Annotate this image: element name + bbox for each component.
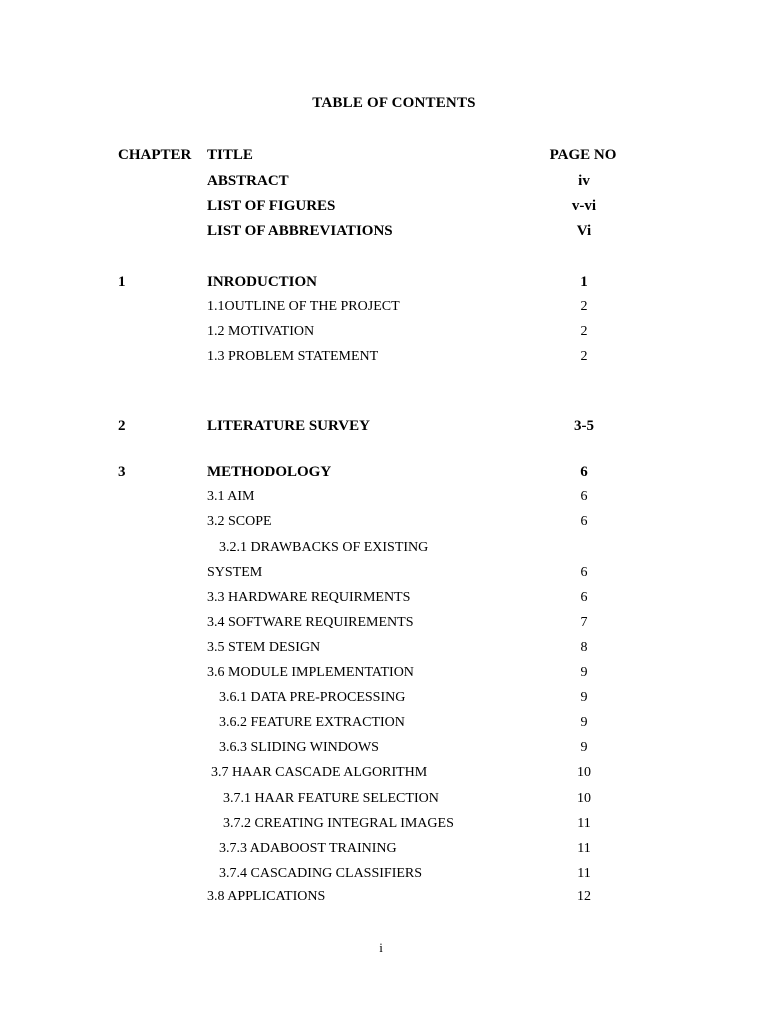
- page-no-header: PAGE NO: [549, 147, 617, 163]
- toc-entry-page: 11: [577, 866, 591, 881]
- toc-entry-page: 2: [580, 299, 588, 314]
- toc-entry: [0, 563, 768, 583]
- toc-entry: [0, 613, 768, 633]
- chapter-page: 6: [580, 464, 588, 480]
- chapter-header: CHAPTER: [118, 147, 192, 163]
- title-header: TITLE: [207, 147, 253, 163]
- toc-entry-title: LIST OF ABBREVIATIONS: [207, 223, 393, 239]
- toc-entry-title: 3.3 HARDWARE REQUIRMENTS: [207, 590, 411, 605]
- toc-entry: [0, 297, 768, 317]
- toc-entry-page: 10: [577, 791, 591, 806]
- toc-entry-page: 6: [580, 489, 588, 504]
- toc-entry: [0, 171, 768, 191]
- toc-entry: [0, 588, 768, 608]
- toc-entry-page: 9: [580, 715, 588, 730]
- toc-entry: [0, 322, 768, 342]
- toc-entry-page: 11: [577, 816, 591, 831]
- toc-entry-title: 3.7.1 HAAR FEATURE SELECTION: [223, 791, 439, 806]
- toc-entry-page: iv: [578, 173, 590, 189]
- toc-entry-title: ABSTRACT: [207, 173, 289, 189]
- toc-entry-title: 3.7 HAAR CASCADE ALGORITHM: [211, 765, 428, 780]
- toc-entry-page: 9: [580, 665, 588, 680]
- toc-entry-page: 8: [580, 640, 588, 655]
- toc-entry-title: 3.6.3 SLIDING WINDOWS: [219, 740, 379, 755]
- toc-entry: [0, 864, 768, 884]
- toc-entry: [0, 538, 768, 558]
- toc-entry-title: 1.3 PROBLEM STATEMENT: [207, 349, 379, 364]
- toc-entry: [0, 814, 768, 834]
- toc-entry-title: 3.2.1 DRAWBACKS OF EXISTING: [219, 540, 429, 555]
- chapter-title: METHODOLOGY: [207, 464, 332, 480]
- toc-entry-title: 3.4 SOFTWARE REQUIREMENTS: [207, 615, 414, 630]
- toc-entry-title: 3.7.2 CREATING INTEGRAL IMAGES: [223, 816, 454, 831]
- toc-entry-page: Vi: [576, 223, 592, 239]
- toc-entry-title: 3.8 APPLICATIONS: [207, 889, 326, 904]
- toc-entry-page: 7: [580, 615, 588, 630]
- chapter-number: 1: [118, 274, 126, 290]
- chapter-page: 3-5: [574, 418, 594, 434]
- chapter-page: 1: [580, 274, 588, 290]
- toc-entry-page: 6: [580, 565, 588, 580]
- toc-entry-title: 3.6.2 FEATURE EXTRACTION: [219, 715, 405, 730]
- toc-entry: [0, 763, 768, 783]
- toc-entry-title: 3.5 STEM DESIGN: [207, 640, 321, 655]
- chapter-title: INRODUCTION: [207, 274, 318, 290]
- toc-entry: [0, 487, 768, 507]
- page-title: TABLE OF CONTENTS: [312, 95, 476, 111]
- footer-page-number: i: [379, 940, 383, 955]
- toc-entry: [0, 839, 768, 859]
- toc-entry: [0, 738, 768, 758]
- toc-entry: [0, 789, 768, 809]
- toc-entry-title: 3.2 SCOPE: [207, 514, 272, 529]
- toc-entry-page: 11: [577, 841, 591, 856]
- toc-entry: [0, 713, 768, 733]
- toc-entry-page: 9: [580, 690, 588, 705]
- toc-entry-page: 2: [580, 324, 588, 339]
- toc-entry-page: 12: [577, 889, 591, 904]
- toc-entry-page: v-vi: [571, 198, 597, 214]
- toc-entry: [0, 221, 768, 241]
- chapter-row: [0, 272, 768, 292]
- toc-entry-title: LIST OF FIGURES: [207, 198, 336, 214]
- toc-entry-title: 3.7.4 CASCADING CLASSIFIERS: [219, 866, 423, 881]
- toc-entry-title: 1.2 MOTIVATION: [207, 324, 315, 339]
- toc-entry: [0, 688, 768, 708]
- toc-entry-page: 6: [580, 514, 588, 529]
- toc-entry: [0, 663, 768, 683]
- toc-entry-title: 3.1 AIM: [207, 489, 255, 504]
- toc-entry-title: 3.6.1 DATA PRE-PROCESSING: [219, 690, 406, 705]
- toc-entry-title: 3.6 MODULE IMPLEMENTATION: [207, 665, 414, 680]
- toc-entry-title: 3.7.3 ADABOOST TRAINING: [219, 841, 397, 856]
- toc-entry-title: SYSTEM: [207, 565, 263, 580]
- chapter-row: [0, 416, 768, 436]
- chapter-row: [0, 462, 768, 482]
- chapter-title: LITERATURE SURVEY: [207, 418, 370, 434]
- toc-entry-title: 1.1OUTLINE OF THE PROJECT: [207, 299, 400, 314]
- toc-entry: [0, 887, 768, 907]
- toc-entry: [0, 196, 768, 216]
- chapter-number: 2: [118, 418, 126, 434]
- toc-entry-page: 9: [580, 740, 588, 755]
- toc-entry-page: 6: [580, 590, 588, 605]
- toc-header-row: [0, 145, 768, 165]
- toc-entry: [0, 638, 768, 658]
- toc-entry: [0, 512, 768, 532]
- chapter-number: 3: [118, 464, 126, 480]
- toc-entry-page: 2: [580, 349, 588, 364]
- toc-entry-page: 10: [577, 765, 591, 780]
- toc-entry: [0, 347, 768, 367]
